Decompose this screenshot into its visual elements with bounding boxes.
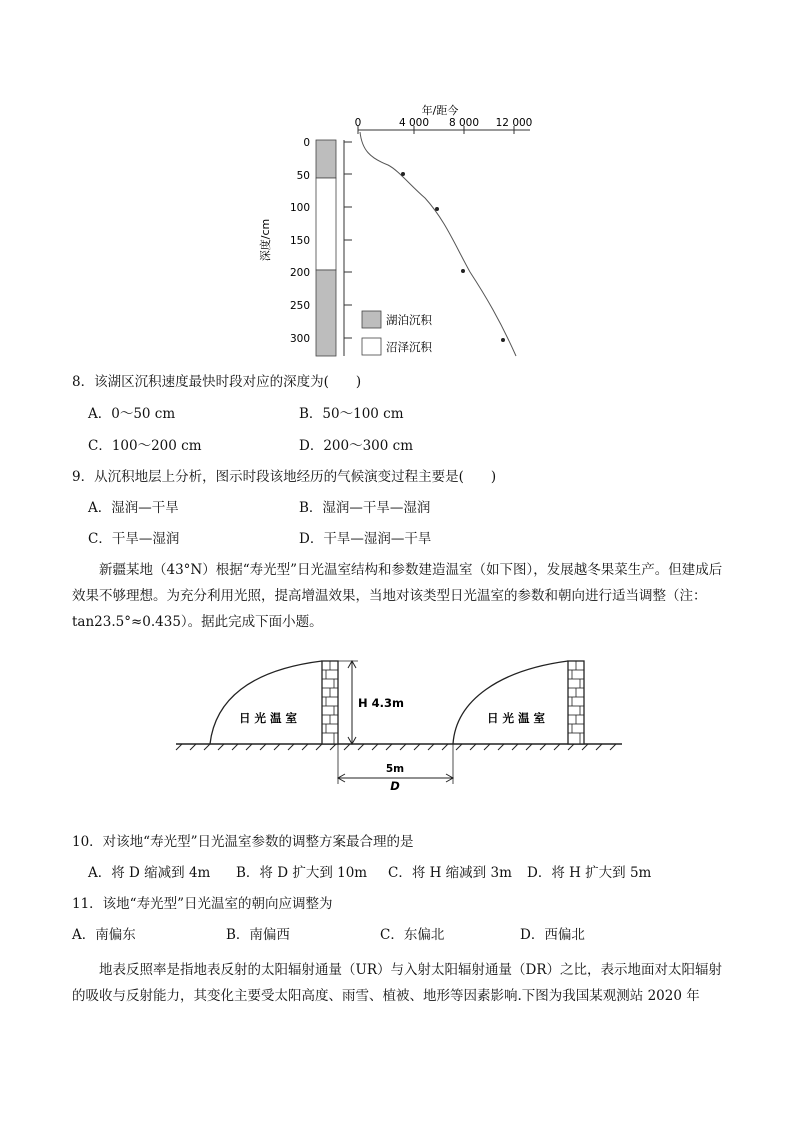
swamp-sediment-layer bbox=[316, 178, 336, 270]
question-10-option-a: A．将 D 缩减到 4m bbox=[88, 865, 211, 881]
question-8-option-b: B．50～100 cm bbox=[299, 406, 404, 422]
y-tick-label: 300 bbox=[289, 333, 310, 345]
question-11-option-c: C．东偏北 bbox=[380, 927, 445, 943]
question-9-option-b: B．湿润—干旱—湿润 bbox=[299, 500, 431, 516]
x-tick-label: 4 000 bbox=[398, 117, 430, 129]
question-8-option-a: A．0～50 cm bbox=[88, 406, 176, 422]
greenhouse-right-wall bbox=[568, 661, 584, 744]
curve-point bbox=[501, 338, 505, 342]
question-8-option-c: C．100～200 cm bbox=[88, 438, 202, 454]
legend-swamp-label: 沼泽沉积 bbox=[386, 340, 432, 354]
greenhouse-right-label: 日 光 温 室 bbox=[486, 711, 546, 725]
question-9-option-d: D．干旱—湿润—干旱 bbox=[299, 531, 432, 547]
curve-point bbox=[401, 172, 405, 176]
question-8-stem: 8．该湖区沉积速度最快时段对应的深度为( ) bbox=[72, 374, 362, 390]
question-9-option-a: A．湿润—干旱 bbox=[88, 500, 179, 516]
question-11-option-b: B．南偏西 bbox=[226, 927, 290, 943]
y-tick-label: 150 bbox=[289, 235, 310, 247]
question-10-stem: 10．对该地“寿光型”日光温室参数的调整方案最合理的是 bbox=[72, 834, 414, 850]
greenhouse-diagram bbox=[170, 652, 630, 802]
greenhouse-right-roof bbox=[453, 661, 568, 744]
y-axis-label: 深度/cm bbox=[259, 218, 272, 262]
y-tick-label: 250 bbox=[289, 300, 310, 312]
distance-label: D bbox=[390, 779, 400, 793]
distance-value: 5m bbox=[385, 763, 405, 775]
x-tick-label: 12 000 bbox=[495, 117, 533, 129]
greenhouse-left-wall bbox=[322, 661, 338, 744]
question-8-option-d: D．200～300 cm bbox=[299, 438, 414, 454]
passage-greenhouse: 新疆某地（43°N）根据“寿光型”日光温室结构和参数建造温室（如下图），发展越冬果菜生产。但建成后效果不够理想。为充分利用光照，提高增温效果，当地对该类型日光温室的参数和朝向进行适当调整（注：tan23.5°≈0.435）。据此完成下面小题。 bbox=[72, 562, 723, 630]
x-axis-label: 年/距今 bbox=[421, 104, 459, 117]
curve-point bbox=[435, 207, 439, 211]
question-11-option-d: D．西偏北 bbox=[520, 927, 585, 943]
x-tick-label: 8 000 bbox=[448, 117, 480, 129]
x-tick-label: 0 bbox=[354, 117, 362, 129]
y-tick-label: 50 bbox=[296, 170, 310, 182]
lake-sediment-layer bbox=[316, 140, 336, 178]
question-11-option-a: A．南偏东 bbox=[72, 927, 136, 943]
y-tick-label: 100 bbox=[289, 202, 310, 214]
question-10-option-b: B．将 D 扩大到 10m bbox=[236, 865, 368, 881]
age-depth-curve bbox=[360, 132, 516, 356]
sediment-age-depth-figure bbox=[250, 100, 550, 365]
question-9-stem: 9．从沉积地层上分析，图示时段该地经历的气候演变过程主要是( ) bbox=[72, 469, 497, 485]
height-label: H 4.3m bbox=[358, 696, 404, 710]
y-tick-label: 0 bbox=[303, 137, 310, 149]
curve-point bbox=[461, 269, 465, 273]
greenhouse-left-label: 日 光 温 室 bbox=[238, 711, 298, 725]
question-10-option-d: D．将 H 扩大到 5m bbox=[527, 865, 652, 881]
passage-albedo: 地表反照率是指地表反射的太阳辐射通量（UR）与入射太阳辐射通量（DR）之比，表示地面对太阳辐射的吸收与反射能力，其变化主要受太阳高度、雨雪、植被、地形等因素影响.下图为我国某观测站 2020 年 bbox=[72, 962, 723, 1004]
greenhouse-left-roof bbox=[210, 661, 322, 744]
y-tick-label: 200 bbox=[289, 267, 310, 279]
lake-sediment-layer bbox=[316, 270, 336, 356]
question-10-option-c: C．将 H 缩减到 3m bbox=[388, 865, 512, 881]
question-9-option-c: C．干旱—湿润 bbox=[88, 531, 180, 547]
legend-swamp-swatch bbox=[362, 338, 381, 355]
legend-lake-swatch bbox=[362, 311, 381, 328]
legend-lake-label: 湖泊沉积 bbox=[386, 313, 432, 327]
question-11-stem: 11．该地“寿光型”日光温室的朝向应调整为 bbox=[72, 896, 333, 912]
